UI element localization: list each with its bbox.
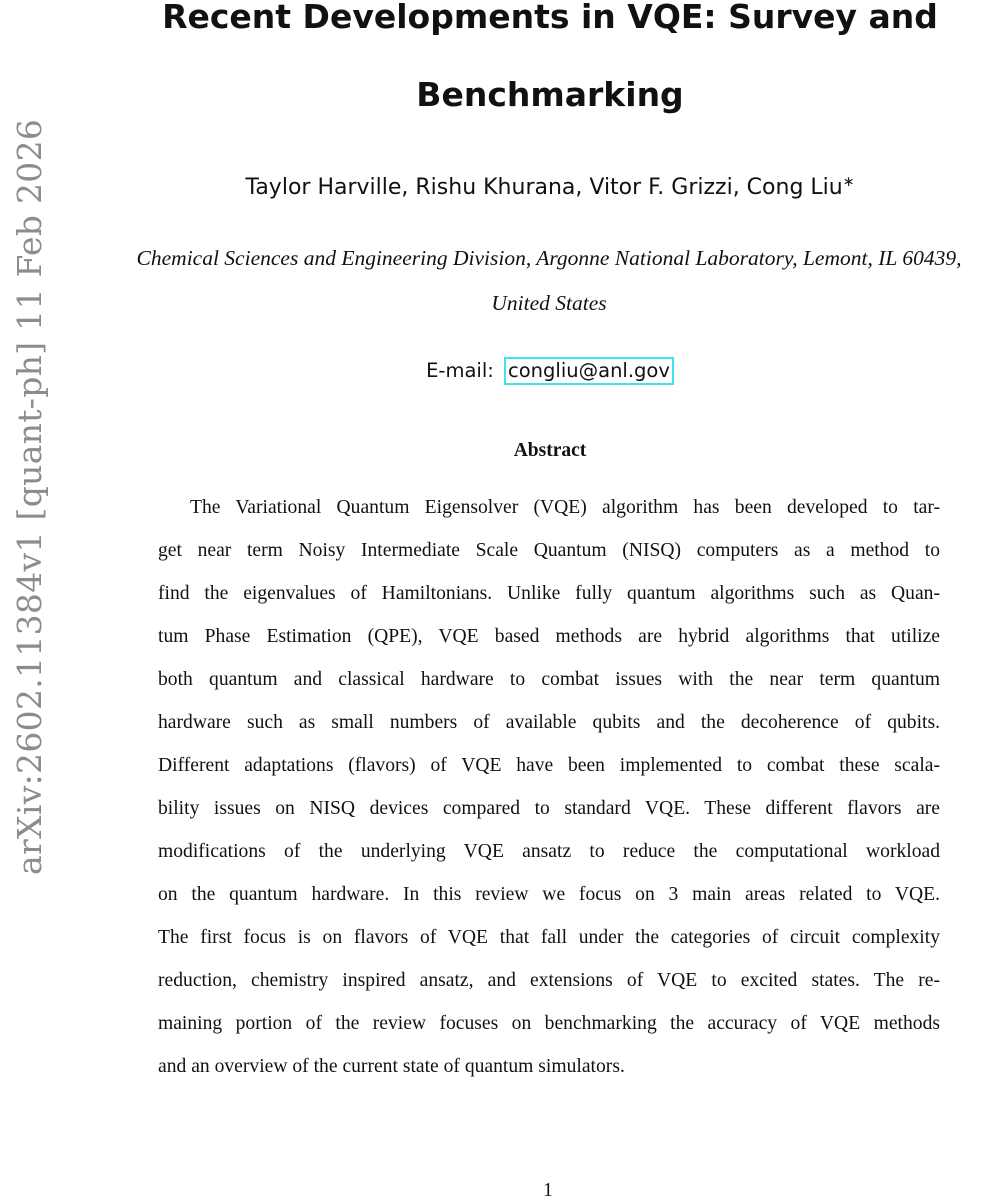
abstract-line: on the quantum hardware. In this review we focus on 3 main areas related to VQE. [158,884,940,905]
abstract-line: hardware such as small numbers of available qubits and the decoherence of qubits. [158,712,940,733]
page-number: 1 [543,1180,553,1201]
affiliation-line-2: United States [491,291,607,315]
abstract-line: modifications of the underlying VQE ansatz to reduce the computational workload [158,841,940,862]
title-line-1: Recent Developments in VQE: Survey and [162,0,938,36]
abstract-line: Different adaptations (flavors) of VQE have been implemented to combat these scala- [158,755,940,776]
abstract-line: and an overview of the current state of quantum simulators. [158,1056,625,1077]
abstract-heading: Abstract [513,440,587,461]
abstract-line: bility issues on NISQ devices compared to standard VQE. These different flavors are [158,798,940,819]
abstract-line: The first focus is on flavors of VQE that fall under the categories of circuit complexity [158,927,940,948]
author-list [110,172,987,204]
abstract-line: both quantum and classical hardware to combat issues with the near term quantum [158,669,940,690]
title-line-2: Benchmarking [416,75,684,114]
abstract-line: maining portion of the review focuses on benchmarking the accuracy of VQE methods [158,1013,940,1034]
email-link[interactable]: congliu@anl.gov [504,357,674,385]
email-row [110,356,987,386]
abstract-line: get near term Noisy Intermediate Scale Quantum (NISQ) computers as a method to [158,540,940,561]
abstract-line: reduction, chemistry inspired ansatz, and extensions of VQE to excited states. The re- [158,970,940,991]
email-label: E-mail: [426,359,494,382]
abstract-line: tum Phase Estimation (QPE), VQE based methods are hybrid algorithms that utilize [158,626,940,647]
arxiv-identifier-stamp: arXiv:2602.11384v1 [quant-ph] 11 Feb 2026 [10,118,49,875]
affiliation-line-1: Chemical Sciences and Engineering Division, Argonne National Laboratory, Lemont, IL 60439, [136,246,962,270]
abstract-line: find the eigenvalues of Hamiltonians. Unlike fully quantum algorithms such as Quan- [158,583,940,604]
author-names: Taylor Harville, Rishu Khurana, Vitor F. Grizzi, Cong Liu [245,175,843,200]
corresponding-author-mark: ∗ [842,174,855,190]
abstract-line: The Variational Quantum Eigensolver (VQE) algorithm has been developed to tar- [190,497,940,518]
